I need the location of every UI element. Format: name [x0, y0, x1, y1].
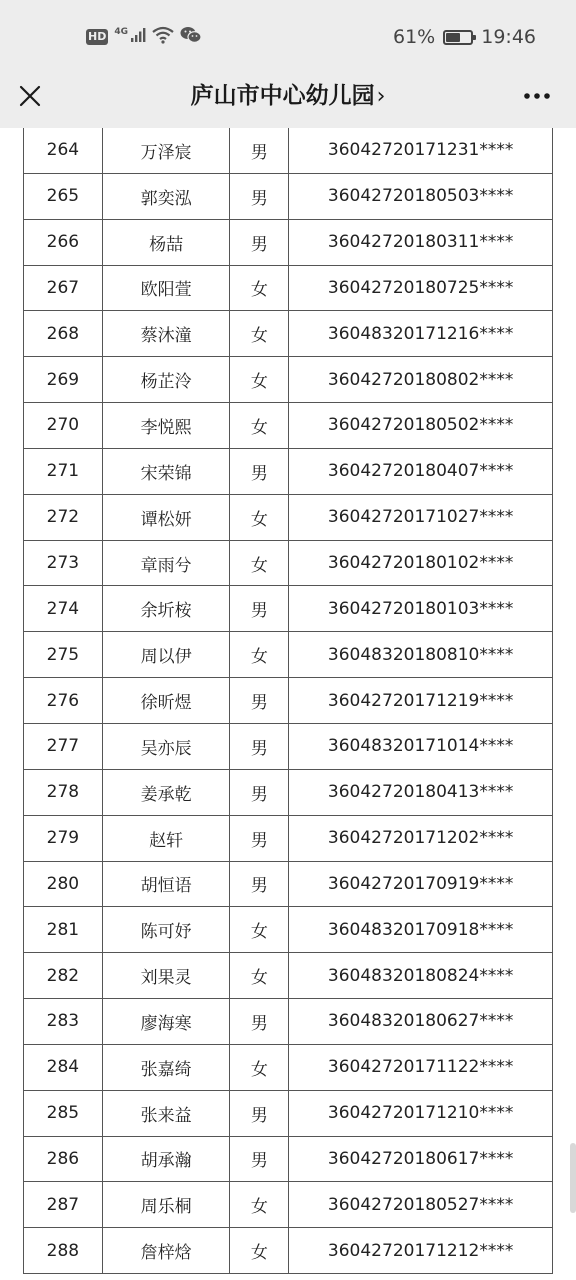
cell-number: 287: [24, 1182, 103, 1228]
page-title-text: 庐山市中心幼儿园: [190, 83, 375, 109]
table-row: [24, 769, 553, 815]
cell-id: 36042720180617****: [289, 1136, 553, 1182]
cell-name: 廖海寒: [102, 999, 230, 1045]
cell-id: 36042720171231****: [289, 128, 553, 173]
cell-number: 276: [24, 678, 103, 724]
cell-number: 288: [24, 1228, 103, 1274]
roster-table: [23, 128, 553, 1274]
cell-number: 285: [24, 1090, 103, 1136]
cell-id: 36042720171219****: [289, 678, 553, 724]
cell-gender: 女: [230, 357, 289, 403]
cell-id: 36042720171210****: [289, 1090, 553, 1136]
cell-gender: 女: [230, 1044, 289, 1090]
cell-gender: 女: [230, 1182, 289, 1228]
status-left-icons: [86, 26, 202, 48]
table-row: [24, 173, 553, 219]
table-row: [24, 586, 553, 632]
cell-number: 282: [24, 953, 103, 999]
page-title[interactable]: [0, 80, 576, 113]
cell-id: 36042720180503****: [289, 173, 553, 219]
table-row: [24, 1090, 553, 1136]
cell-id: 36042720180802****: [289, 357, 553, 403]
cell-id: 36042720180407****: [289, 448, 553, 494]
table-row: [24, 1228, 553, 1274]
cell-gender: 男: [230, 1136, 289, 1182]
cell-name: 刘果灵: [102, 953, 230, 999]
cell-name: 杨芷泠: [102, 357, 230, 403]
cell-gender: 男: [230, 448, 289, 494]
cell-number: 284: [24, 1044, 103, 1090]
hd-badge: HD: [88, 30, 107, 43]
cell-gender: 女: [230, 632, 289, 678]
cell-gender: 男: [230, 586, 289, 632]
cell-number: 270: [24, 403, 103, 449]
cell-gender: 男: [230, 128, 289, 173]
cell-gender: 男: [230, 815, 289, 861]
cell-number: 277: [24, 723, 103, 769]
cell-number: 272: [24, 494, 103, 540]
cell-name: 胡承瀚: [102, 1136, 230, 1182]
cell-number: 281: [24, 907, 103, 953]
cell-number: 283: [24, 999, 103, 1045]
cell-name: 谭松妍: [102, 494, 230, 540]
cell-name: 赵轩: [102, 815, 230, 861]
table-row: [24, 678, 553, 724]
cell-number: 278: [24, 769, 103, 815]
cell-number: 280: [24, 861, 103, 907]
cell-number: 271: [24, 448, 103, 494]
table-row: [24, 1136, 553, 1182]
cell-id: 36042720180527****: [289, 1182, 553, 1228]
wechat-icon: [180, 26, 202, 48]
cell-gender: 女: [230, 403, 289, 449]
table-row: [24, 265, 553, 311]
cell-id: 36042720170919****: [289, 861, 553, 907]
table-row: [24, 311, 553, 357]
battery-icon: [443, 30, 473, 45]
clock: 19:46: [481, 26, 536, 48]
cell-number: 269: [24, 357, 103, 403]
cell-name: 余圻桉: [102, 586, 230, 632]
cell-gender: 女: [230, 265, 289, 311]
cell-gender: 男: [230, 723, 289, 769]
cell-name: 徐昕煜: [102, 678, 230, 724]
more-icon[interactable]: [522, 82, 552, 110]
table-row: [24, 448, 553, 494]
table-row: [24, 723, 553, 769]
cell-id: 36042720171212****: [289, 1228, 553, 1274]
cell-name: 周以伊: [102, 632, 230, 678]
cell-name: 章雨兮: [102, 540, 230, 586]
cell-number: 279: [24, 815, 103, 861]
cell-number: 266: [24, 219, 103, 265]
cell-name: 郭奕泓: [102, 173, 230, 219]
signal-icon: [130, 27, 146, 47]
table-row: [24, 540, 553, 586]
cell-name: 杨喆: [102, 219, 230, 265]
cell-number: 264: [24, 128, 103, 173]
cell-id: 36048320180824****: [289, 953, 553, 999]
cell-number: 274: [24, 586, 103, 632]
cell-gender: 男: [230, 1090, 289, 1136]
cell-gender: 男: [230, 678, 289, 724]
cell-number: 286: [24, 1136, 103, 1182]
cell-number: 275: [24, 632, 103, 678]
chevron-right-icon: ›: [376, 84, 386, 109]
cell-name: 吴亦辰: [102, 723, 230, 769]
table-row: [24, 815, 553, 861]
cell-id: 36048320170918****: [289, 907, 553, 953]
network-type: 4G: [114, 27, 128, 37]
cell-id: 36042720180311****: [289, 219, 553, 265]
cell-id: 36042720180725****: [289, 265, 553, 311]
nav-bar: [0, 72, 576, 128]
table-row: [24, 999, 553, 1045]
cell-number: 267: [24, 265, 103, 311]
cell-gender: 女: [230, 1228, 289, 1274]
cell-name: 胡恒语: [102, 861, 230, 907]
table-row: [24, 907, 553, 953]
table-row: [24, 357, 553, 403]
battery-fill: [446, 33, 460, 42]
status-bar: [0, 0, 576, 72]
status-right: [393, 26, 536, 48]
cell-gender: 女: [230, 907, 289, 953]
cell-gender: 男: [230, 219, 289, 265]
cell-id: 36042720180413****: [289, 769, 553, 815]
cell-gender: 男: [230, 173, 289, 219]
table-row: [24, 128, 553, 173]
table-row: [24, 219, 553, 265]
cell-gender: 女: [230, 494, 289, 540]
cell-id: 36042720171122****: [289, 1044, 553, 1090]
table-row: [24, 403, 553, 449]
cell-name: 周乐桐: [102, 1182, 230, 1228]
cell-number: 273: [24, 540, 103, 586]
cell-id: 36042720180103****: [289, 586, 553, 632]
cell-id: 36042720180502****: [289, 403, 553, 449]
cell-name: 蔡沐潼: [102, 311, 230, 357]
cell-name: 万泽宸: [102, 128, 230, 173]
cell-id: 36048320171014****: [289, 723, 553, 769]
cell-gender: 女: [230, 540, 289, 586]
table-row: [24, 1044, 553, 1090]
table-row: [24, 861, 553, 907]
cell-name: 宋荣锦: [102, 448, 230, 494]
cell-id: 36042720171202****: [289, 815, 553, 861]
cell-id: 36048320171216****: [289, 311, 553, 357]
cell-id: 36042720180102****: [289, 540, 553, 586]
cell-gender: 男: [230, 769, 289, 815]
cell-id: 36042720171027****: [289, 494, 553, 540]
cell-gender: 男: [230, 999, 289, 1045]
cell-name: 陈可妤: [102, 907, 230, 953]
cell-name: 张嘉绮: [102, 1044, 230, 1090]
table-row: [24, 494, 553, 540]
cell-number: 268: [24, 311, 103, 357]
cell-gender: 女: [230, 953, 289, 999]
battery-percent: 61%: [393, 26, 436, 48]
table-row: [24, 953, 553, 999]
cell-gender: 男: [230, 861, 289, 907]
scrollbar[interactable]: [570, 1143, 576, 1213]
table-row: [24, 1182, 553, 1228]
cell-name: 欧阳萱: [102, 265, 230, 311]
cell-name: 姜承乾: [102, 769, 230, 815]
cell-id: 36048320180810****: [289, 632, 553, 678]
cell-gender: 女: [230, 311, 289, 357]
article-content[interactable]: [0, 128, 576, 1280]
cell-name: 李悦熙: [102, 403, 230, 449]
cell-name: 张来益: [102, 1090, 230, 1136]
cell-name: 詹梓焓: [102, 1228, 230, 1274]
cell-id: 36048320180627****: [289, 999, 553, 1045]
table-row: [24, 632, 553, 678]
wifi-icon: [152, 26, 174, 48]
cell-number: 265: [24, 173, 103, 219]
